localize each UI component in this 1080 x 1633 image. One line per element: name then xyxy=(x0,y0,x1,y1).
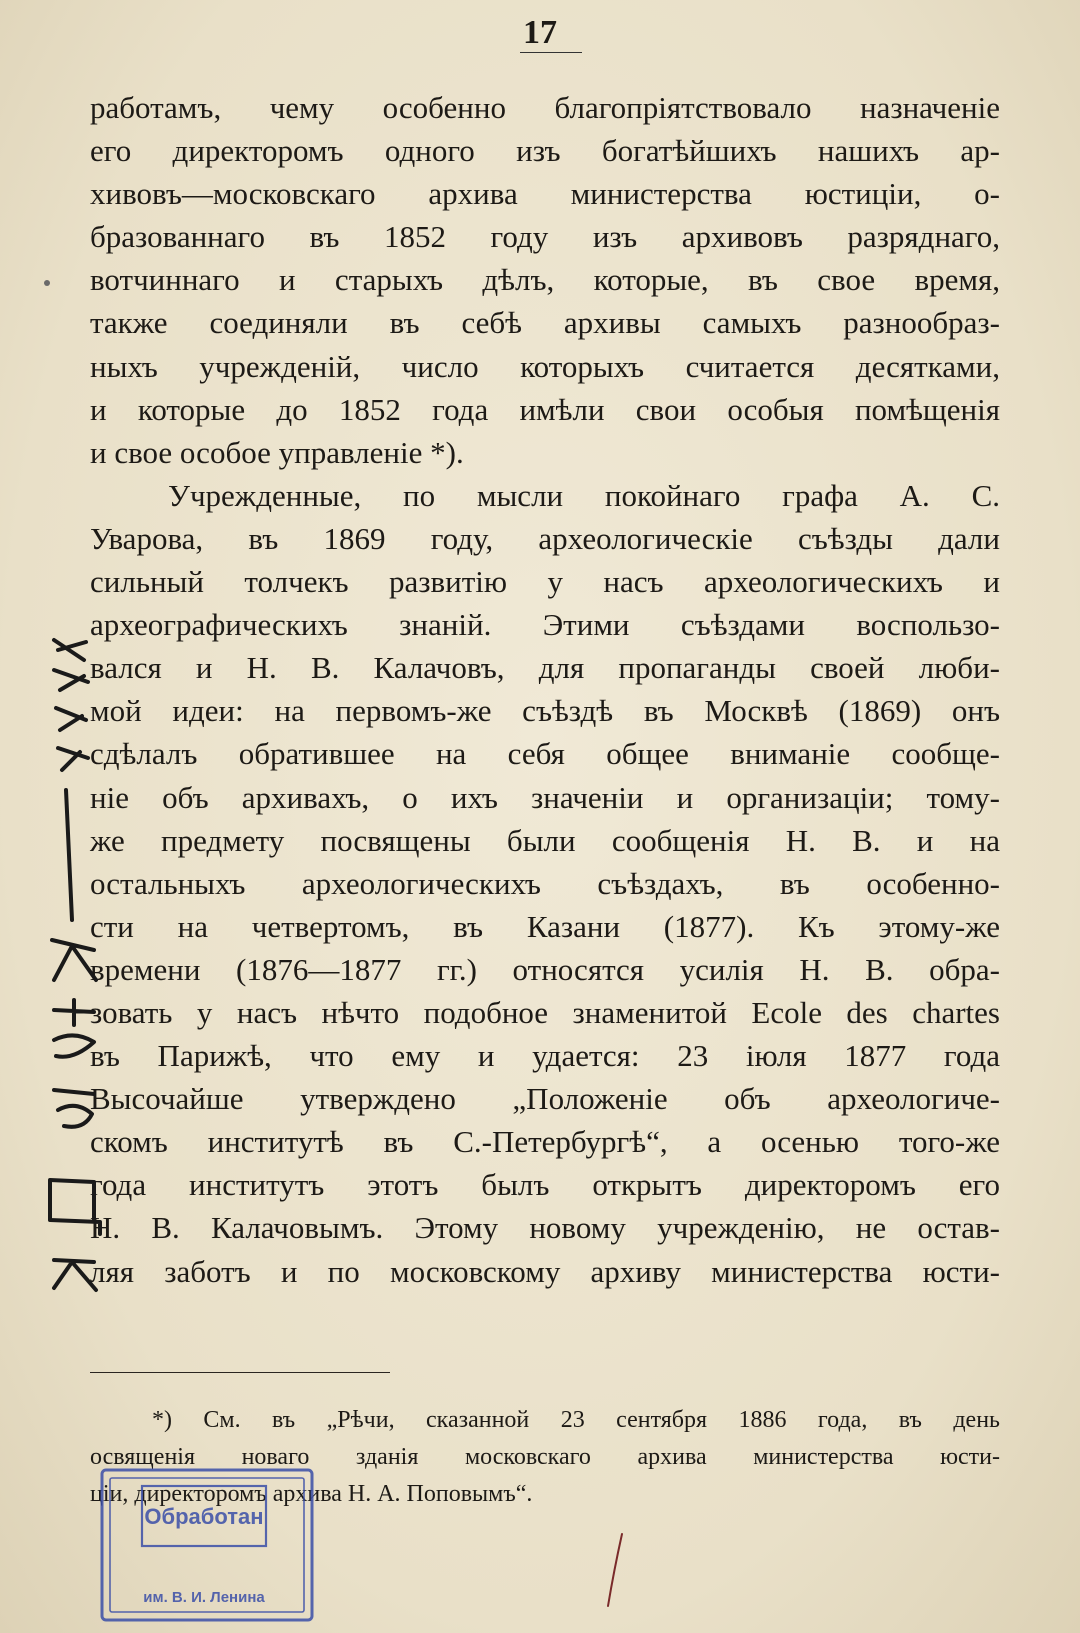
text-line: въ Парижѣ, что ему и удается: 23 іюля 1877 года xyxy=(90,1038,1000,1074)
text-line: ляя заботъ и по московскому архиву министерства юсти- xyxy=(90,1253,1000,1289)
text-line: и свое особое управленіе *). xyxy=(90,434,464,470)
text-line: остальныхъ археологическихъ съѣздахъ, въ особенно- xyxy=(90,865,1000,901)
text-line: сдѣлалъ обратившее на себя общее вниманіе сообще- xyxy=(90,736,1000,772)
pen-stroke xyxy=(600,1530,630,1610)
text-line: сти на четвертомъ, въ Казани (1877). Къ этому-же xyxy=(90,908,1000,944)
library-stamp xyxy=(98,1466,316,1624)
footnote-line: освященія новаго зданія московскаго архива министерства юсти- xyxy=(90,1444,1000,1470)
text-line: скомъ институтѣ въ С.-Петербургѣ“, а осенью того-же xyxy=(90,1124,1000,1160)
text-line: Уварова, въ 1869 году, археологическіе съѣзды дали xyxy=(90,520,1000,556)
footnote-line: ціи, директоромъ архива Н. А. Поповымъ“. xyxy=(90,1481,533,1507)
paragraph-start-line: Учрежденные, по мысли покойнаго графа А. С. xyxy=(168,477,1000,513)
text-line: археографическихъ знаній. Этими съѣздами воспользо- xyxy=(90,607,1000,643)
text-line: же предмету посвящены были сообщенія Н. В. и на xyxy=(90,822,1000,858)
text-line: времени (1876—1877 гг.) относятся усилія Н. В. обра- xyxy=(90,951,1000,987)
footnote-line: *) См. въ „Рѣчи, сказанной 23 сентября 1886 года, въ день xyxy=(152,1407,1000,1433)
text-line: также соединяли въ себѣ архивы самыхъ разнообраз- xyxy=(90,305,1000,341)
text-line: Высочайше утверждено „Положеніе объ археологиче- xyxy=(90,1081,1000,1117)
text-line: работамъ, чему особенно благопріятствовало назначеніе xyxy=(90,90,1000,125)
text-line: и которые до 1852 года имѣли свои особыя помѣщенія xyxy=(90,391,1000,427)
text-line: мой идеи: на первомъ-же съѣздѣ въ Москвѣ (1869) онъ xyxy=(90,693,1000,729)
footnote-rule xyxy=(90,1372,390,1373)
ink-dot xyxy=(44,280,50,286)
text-line: бразованнаго въ 1852 году изъ архивовъ разряднаго, xyxy=(90,219,1000,255)
text-line: его директоромъ одного изъ богатѣйшихъ нашихъ ар- xyxy=(90,133,1000,169)
text-line: ныхъ учрежденій, число которыхъ считается десятками, xyxy=(90,348,1000,384)
stamp-main-text: Обработан xyxy=(144,1504,264,1529)
page-number: 17 xyxy=(523,14,557,51)
stamp-bottom-text: им. В. И. Ленина xyxy=(143,1589,265,1606)
text-line: Н. В. Калачовымъ. Этому новому учрежденію, не остав- xyxy=(90,1210,1000,1246)
handwritten-shelfmark xyxy=(14,620,104,1340)
text-line: вотчиннаго и старыхъ дѣлъ, которые, въ свое время, xyxy=(90,262,1000,298)
text-line: сильный толчекъ развитію у насъ археологическихъ и xyxy=(90,564,1000,600)
text-line: хивовъ—московскаго архива министерства юстиціи, о- xyxy=(90,176,1000,212)
main-text xyxy=(90,86,1000,1293)
text-line: ніе объ архивахъ, о ихъ значеніи и организаціи; тому- xyxy=(90,779,1000,815)
page-number-rule xyxy=(520,52,582,53)
text-line: года институтъ этотъ былъ открытъ директоромъ его xyxy=(90,1167,1000,1203)
text-line: вался и Н. В. Калачовъ, для пропаганды своей люби- xyxy=(90,650,1000,686)
text-line: зовать у насъ нѣчто подобное знаменитой Ecole des chartes xyxy=(90,994,1000,1030)
